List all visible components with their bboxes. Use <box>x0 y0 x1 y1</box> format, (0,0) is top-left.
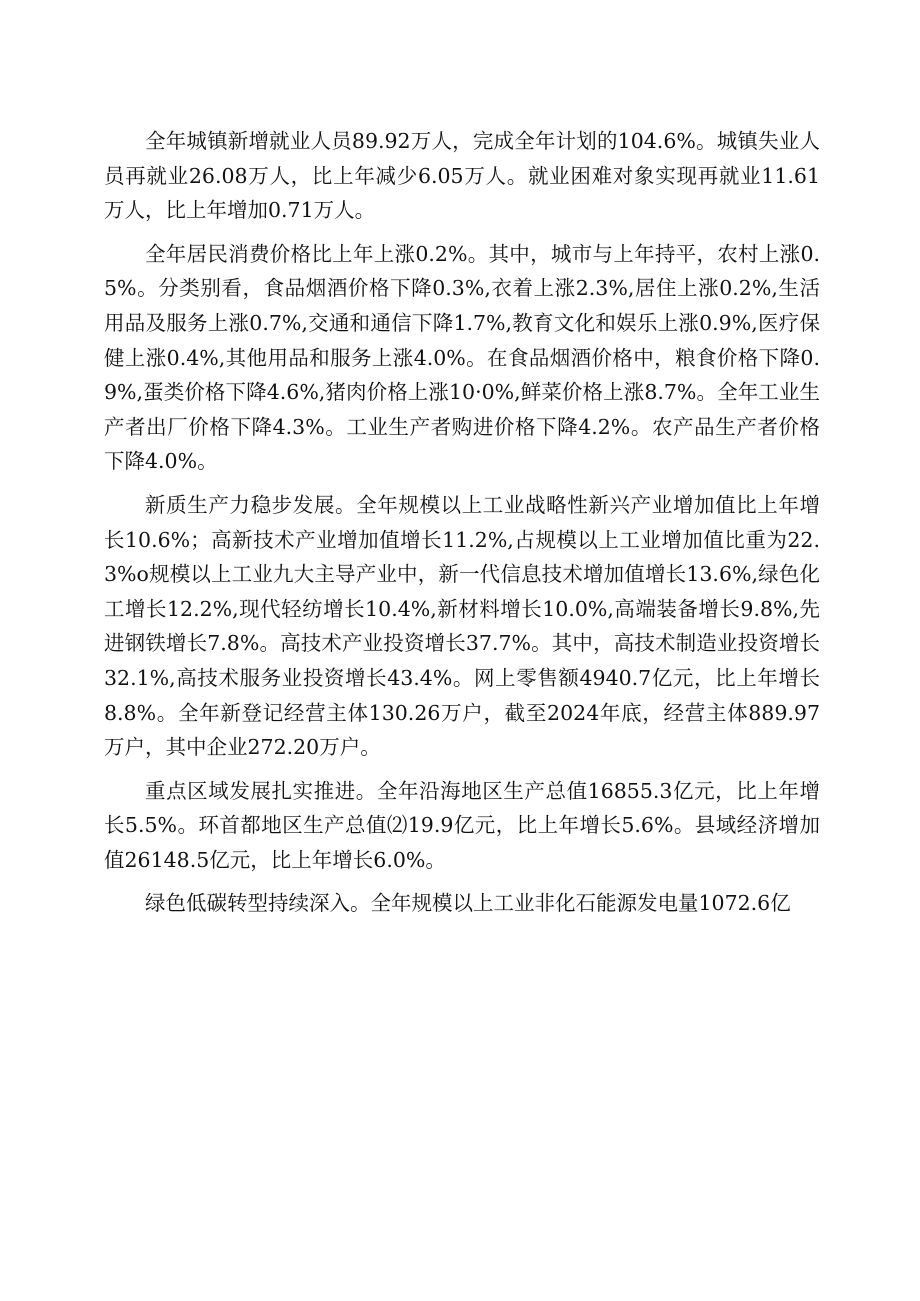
paragraph-regional-development: 重点区域发展扎实推进。全年沿海地区生产总值16855.3亿元，比上年增长5.5%。环首都地区生产总值⑵19.9亿元，比上年增长5.6%。县域经济增加值26148.5亿元，比上年增长6.0%。 <box>104 778 820 872</box>
paragraph-green-transition: 绿色低碳转型持续深入。全年规模以上工业非化石能源发电量1072.6亿 <box>145 891 791 916</box>
paragraph-consumer-prices: 全年居民消费价格比上年上涨0.2%。其中，城市与上年持平，农村上涨0.5%。分类别看，食品烟酒价格下降0.3%,衣着上涨2.3%,居住上涨0.2%,生活用品及服务上涨0.7%,交通和通信下降1.7%,教育文化和娱乐上涨0.9%,医疗保健上涨0.4%,其他用品和服务上涨4.0%。在食品烟酒价格中，粮食价格下降0.9%,蛋类价格下降4.6%,猪肉价格上涨10·0%,鲜菜价格上涨8.7%。全年工业生产者出厂价格下降4.3%。工业生产者购进价格下降4.2%。农产品生产者价格下降4.0%。 <box>104 241 820 474</box>
paragraph-employment: 全年城镇新增就业人员89.92万人，完成全年计划的104.6%。城镇失业人员再就业26.08万人，比上年减少6.05万人。就业困难对象实现再就业11.61万人，比上年增加0.71万人。 <box>104 129 820 223</box>
document-body <box>104 124 820 930</box>
paragraph-new-productivity: 新质生产力稳步发展。全年规模以上工业战略性新兴产业增加值比上年增长10.6%；高新技术产业增加值增长11.2%,占规模以上工业增加值比重为22.3%o规模以上工业九大主导产业中，新一代信息技术增加值增长13.6%,绿色化工增长12.2%,现代轻纺增长10.4%,新材料增长10.0%,高端装备增长9.8%,先进钢铁增长7.8%。高技术产业投资增长37.7%。其中，高技术制造业投资增长32.1%,高技术服务业投资增长43.4%。网上零售额4940.7亿元，比上年增长8.8%。全年新登记经营主体130.26万户，截至2024年底，经营主体889.97万户，其中企业272.20万户。 <box>104 492 820 760</box>
